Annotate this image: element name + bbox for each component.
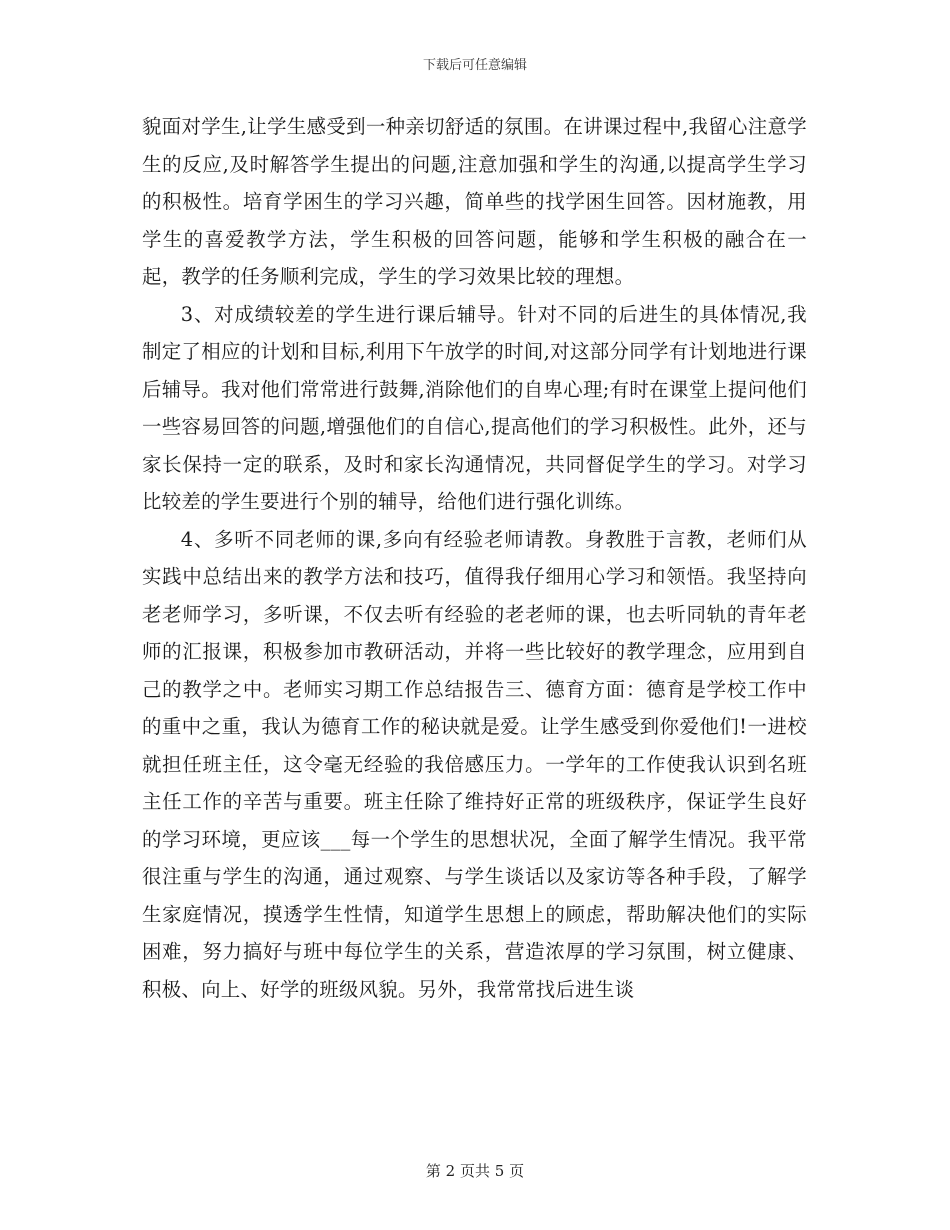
page-footer: 第 2 页共 5 页 <box>425 1162 525 1180</box>
paragraph-3: 4、多听不同老师的课,多向有经验老师请教。身教胜于言教，老师们从实践中总结出来的教学方法和技巧，值得我仔细用心学习和领悟。我坚持向老老师学习，多听课，不仅去听有经验的老老师的课，也去听同轨的青年老师的汇报课，积极参加市教研活动，并将一些比较好的教学理念，应用到自己的教学之中。老师实习期工作总结报告三、德育方面：德育是学校工作中的重中之重，我认为德育工作的秘诀就是爱。让学生感受到你爱他们!一进校就担任班主任，这令毫无经验的我倍感压力。一学年的工作使我认识到名班主任工作的辛苦与重要。班主任除了维持好正常的班级秩序，保证学生良好的学习环境，更应该___每一个学生的思想状况，全面了解学生情况。我平常很注重与学生的沟通，通过观察、与学生谈话以及家访等各种手段，了解学生家庭情况，摸透学生性情，知道学生思想上的顾虑，帮助解决他们的实际困难，努力搞好与班中每位学生的关系，营造浓厚的学习氛围，树立健康、积极、向上、好学的班级风貌。另外，我常常找后进生谈 <box>142 527 807 1001</box>
page-header: 下载后可任意编辑 <box>422 58 527 73</box>
paragraph-1: 貌面对学生,让学生感受到一种亲切舒适的氛围。在讲课过程中,我留心注意学生的反应,及时解答学生提出的问题,注意加强和学生的沟通,以提高学生学习的积极性。培育学困生的学习兴趣，简单些的找学困生回答。因材施教，用学生的喜爱教学方法，学生积极的回答问题，能够和学生积极的融合在一起，教学的任务顺利完成，学生的学习效果比较的理想。 <box>142 115 807 288</box>
paragraph-2: 3、对成绩较差的学生进行课后辅导。针对不同的后进生的具体情况,我制定了相应的计划和目标,利用下午放学的时间,对这部分同学有计划地进行课后辅导。我对他们常常进行鼓舞,消除他们的自卑心理;有时在课堂上提问他们一些容易回答的问题,增强他们的自信心,提高他们的学习积极性。此外，还与家长保持一定的联系，及时和家长沟通情况，共同督促学生的学习。对学习比较差的学生要进行个别的辅导，给他们进行强化训练。 <box>142 302 807 513</box>
document-body <box>142 108 807 1008</box>
